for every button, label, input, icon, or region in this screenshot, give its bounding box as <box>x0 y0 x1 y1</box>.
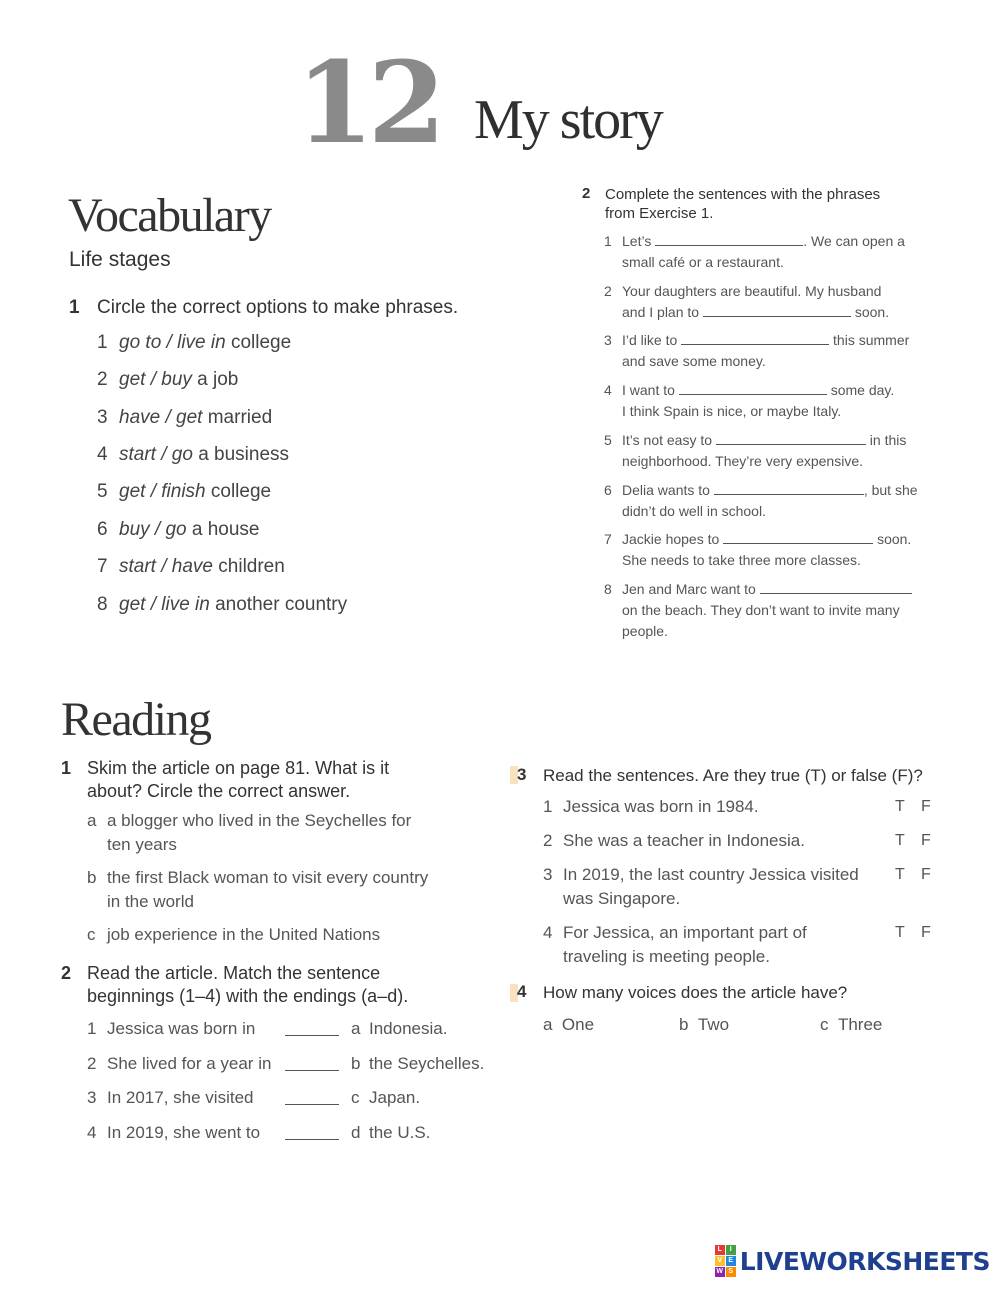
false-option[interactable]: F <box>921 866 931 883</box>
list-item[interactable]: 7 start / have children <box>97 556 285 577</box>
match-row: 1 Jessica was born in a Indonesia. <box>87 1019 448 1038</box>
exercise-number: 4 <box>517 982 527 1001</box>
exercise-number: 2 <box>61 963 72 983</box>
list-item[interactable]: 1 go to / live in college <box>97 332 292 353</box>
true-option[interactable]: T <box>895 866 905 883</box>
list-item: 7 Jackie hopes to soon. She needs to take three more classes. <box>604 531 912 568</box>
exercise-number: 3 <box>517 765 527 784</box>
true-option[interactable]: T <box>895 924 905 941</box>
match-row: 3 In 2017, she visited c Japan. <box>87 1088 421 1107</box>
reading-ex3-list <box>543 795 943 975</box>
list-item: 2 Your daughters are beautiful. My husband and I plan to soon. <box>604 283 890 320</box>
exercise-instruction: Read the article. Match the sentence beginnings (1–4) with the endings (a–d). <box>87 963 409 1006</box>
exercise-number: 2 <box>582 185 591 202</box>
answer-option[interactable]: c job experience in the United Nations <box>87 925 381 944</box>
true-false-row: 4 For Jessica, an important part of traveling is meeting people. T F <box>543 923 931 966</box>
reading-ex2-match-list <box>87 1017 497 1157</box>
reading-ex1-options <box>87 809 487 949</box>
answer-option[interactable]: c Three <box>820 1015 883 1034</box>
vocabulary-heading: Vocabulary <box>68 189 271 242</box>
list-item[interactable]: 2 get / buy a job <box>97 369 239 390</box>
true-false-row: 3 In 2019, the last country Jessica visited was Singapore. T F <box>543 865 931 908</box>
false-option[interactable]: F <box>921 832 931 849</box>
list-item: 4 I want to some day. I think Spain is nice, or maybe Italy. <box>604 382 895 419</box>
match-row: 4 In 2019, she went to d the U.S. <box>87 1123 431 1142</box>
exercise-instruction: Skim the article on page 81. What is it about? Circle the correct answer. <box>87 758 390 801</box>
list-item[interactable]: 6 buy / go a house <box>97 519 260 540</box>
unit-title: My story <box>474 89 662 151</box>
vocabulary-subheading: Life stages <box>69 248 171 271</box>
answer-blank[interactable] <box>703 303 851 317</box>
match-row: 2 She lived for a year in b the Seychelles. <box>87 1054 485 1073</box>
list-item[interactable]: 4 start / go a business <box>97 444 290 465</box>
answer-blank[interactable] <box>679 381 827 395</box>
true-option[interactable]: T <box>895 832 905 849</box>
answer-blank[interactable] <box>285 1022 339 1036</box>
answer-blank[interactable] <box>714 481 864 495</box>
exercise-instruction: Complete the sentences with the phrases from Exercise 1. <box>605 186 881 222</box>
list-item: 8 Jen and Marc want to on the beach. They don’t want to invite many people. <box>604 579 944 643</box>
logo-text: LIVEWORKSHEETS <box>739 1246 990 1276</box>
unit-number: 12 <box>296 38 440 169</box>
true-false-row: 2 She was a teacher in Indonesia. T F <box>543 829 943 853</box>
vocab-ex2-list <box>604 231 944 651</box>
answer-blank[interactable] <box>681 331 829 345</box>
reading-ex4-options <box>543 1013 923 1039</box>
liveworksheets-logo[interactable] <box>715 1245 990 1277</box>
exercise-number: 1 <box>61 758 72 778</box>
answer-option[interactable]: b the first Black woman to visit every country in the world <box>87 868 429 911</box>
list-item: 6 Delia wants to , but she didn’t do well in school. <box>604 482 918 519</box>
list-item: 1 Let’s . We can open a small café or a restaurant. <box>604 233 905 270</box>
list-item: 5 It’s not easy to in this neighborhood. They’re very expensive. <box>604 432 907 469</box>
exercise-instruction: Circle the correct options to make phrases. <box>97 297 459 318</box>
answer-option[interactable]: a One <box>543 1015 595 1034</box>
exercise-instruction: Read the sentences. Are they true (T) or false (F)? <box>543 766 923 785</box>
true-false-row: 1 Jessica was born in 1984. T F <box>543 795 943 819</box>
answer-blank[interactable] <box>655 232 803 246</box>
answer-option[interactable]: a a blogger who lived in the Seychelles for ten years <box>87 811 412 854</box>
exercise-instruction: How many voices does the article have? <box>543 983 848 1002</box>
exercise-number: 1 <box>69 297 80 318</box>
answer-blank[interactable] <box>285 1091 339 1105</box>
list-item[interactable]: 8 get / live in another country <box>97 594 348 615</box>
false-option[interactable]: F <box>921 798 931 815</box>
logo-icon: L I V E W S <box>715 1245 736 1277</box>
answer-blank[interactable] <box>760 580 912 594</box>
false-option[interactable]: F <box>921 924 931 941</box>
answer-blank[interactable] <box>716 431 866 445</box>
answer-option[interactable]: b Two <box>679 1015 730 1034</box>
list-item[interactable]: 5 get / finish college <box>97 481 272 502</box>
answer-blank[interactable] <box>285 1057 339 1071</box>
answer-blank[interactable] <box>723 530 873 544</box>
true-option[interactable]: T <box>895 798 905 815</box>
reading-heading: Reading <box>61 693 211 746</box>
list-item: 3 I’d like to this summer and save some money. <box>604 332 910 369</box>
answer-blank[interactable] <box>285 1126 339 1140</box>
list-item[interactable]: 3 have / get married <box>97 407 273 428</box>
